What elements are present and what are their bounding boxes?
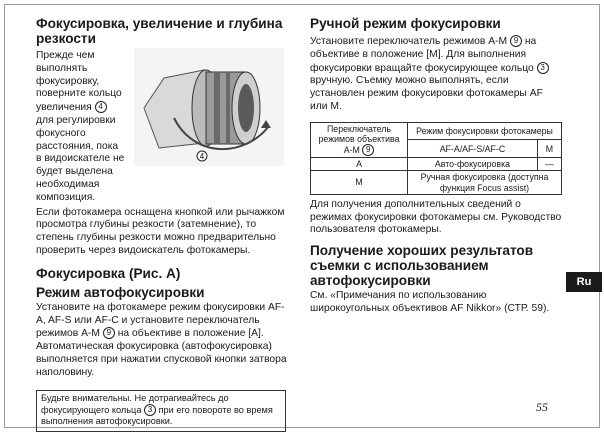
lens-illustration (134, 48, 284, 166)
section-title-good-results: Получение хороших результатов съемки с использованием автофокусировки (310, 243, 534, 289)
section-title-autofocus: Режим автофокусировки (36, 284, 205, 300)
intro-text: Прежде чем выполнять фокусировку, поверните кольцо увеличения 4 для регулировки фокусного расстояния, пока в видоискателе не будет выделена необходимая композиция. (36, 50, 125, 203)
table-cell-autofocus: Авто-фокусировка (408, 158, 538, 171)
wide-angle-note-text: См. «Примечания по использованию широкоугольных объективов AF Nikkor» (СТР. 59). (310, 290, 550, 314)
table-row-label-a: A (311, 158, 408, 171)
callout-number: 3 (144, 404, 156, 416)
table-cell-dash: — (537, 158, 561, 171)
callout-number: 4 (95, 101, 107, 113)
language-tab: Ru (566, 272, 602, 292)
autofocus-trigger-text: Автоматическая фокусировка (автофокусировка) выполняется при нажатии спусковой кнопки затвора наполовину. (36, 341, 287, 378)
callout-number: 9 (103, 327, 115, 339)
table-header-camera-mode: Режим фокусировки фотокамеры (408, 122, 562, 140)
callout-number: 9 (362, 144, 374, 156)
page-number: 55 (536, 400, 548, 414)
depth-of-field-text: Если фотокамера оснащена кнопкой или рычажком просмотра глубины резкости (затемнение), то степень глубины резкости можно предварительно проверить через видоискатель фотокамеры. (36, 206, 285, 256)
table-row-label-m: M (311, 171, 408, 194)
section-title-focusing: Фокусировка (Рис. A) (36, 265, 181, 281)
callout-number: 3 (537, 62, 549, 74)
right-column (310, 16, 562, 316)
table-header-lens-switch: Переключатель режимов объектива A-M 9 (311, 122, 408, 157)
autofocus-setup-text: Установите на фотокамере режим фокусировки AF-A, AF-S или AF-C и установите переключатель режимов A-M 9 на объективе в положение [A]. (36, 301, 285, 340)
left-column (36, 16, 294, 432)
caution-note: Будьте внимательны. Не дотрагивайтесь до фокусирующего кольца 3 при его повороте во время выполнения автофокусировки. (36, 390, 286, 432)
intro-block (36, 46, 294, 205)
callout-number: 9 (510, 35, 522, 47)
table-subheader-af: AF-A/AF-S/AF-C (408, 140, 538, 158)
section-title-focus-zoom: Фокусировка, увеличение и глубина резкости (36, 16, 283, 46)
svg-text:4: 4 (199, 152, 205, 161)
section-title-manual-focus: Ручной режим фокусировки (310, 16, 501, 31)
focus-mode-table (310, 122, 562, 195)
table-subheader-m: M (537, 140, 561, 158)
manual-focus-text: Установите переключатель режимов A-M 9 на объективе в положение [M]. Для выполнения фокусировки вращайте фокусирующее кольцо 3 вручную. Съемку можно выполнять, если установлен режим фокусировки фотокамеры AF или M. (310, 35, 562, 114)
camera-manual-reference-text: Для получения дополнительных сведений о режимах фокусировки фотокамеры см. Руководство пользователя фотокамеры. (310, 198, 562, 236)
table-cell-manual: Ручная фокусировка (доступна функция Focus assist) (408, 171, 562, 194)
